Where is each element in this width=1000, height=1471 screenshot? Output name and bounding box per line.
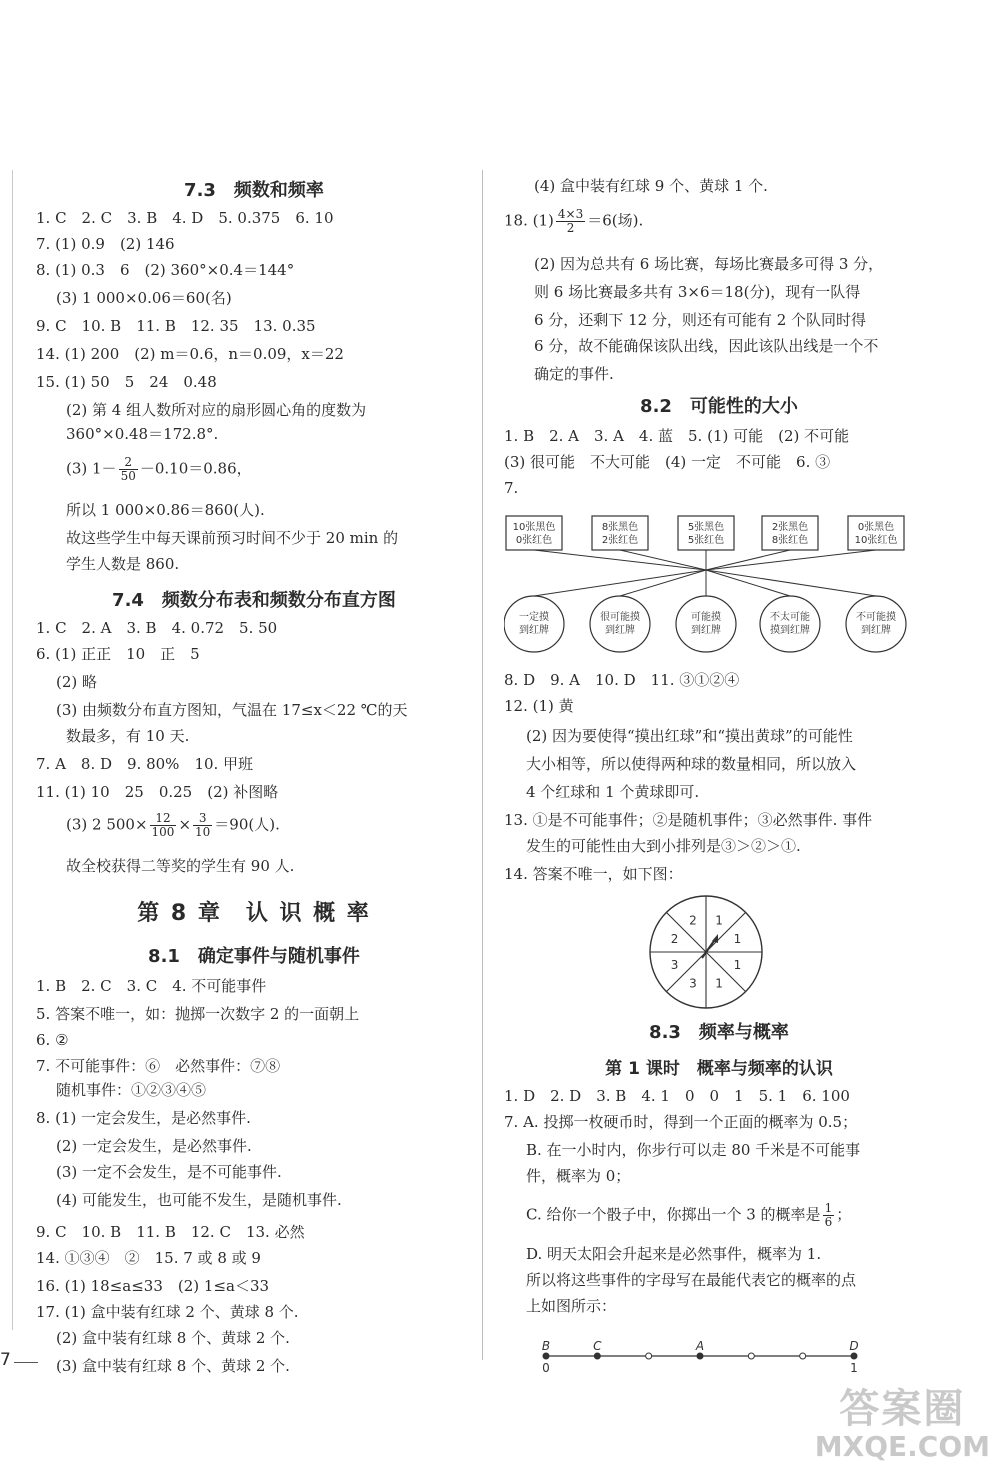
answer-line: (2) 因为总共有 6 场比赛，每场比赛最多可得 3 分， xyxy=(534,255,884,273)
answer-line: 15. (1) 50 5 24 0.48 xyxy=(36,373,217,391)
answer-line: 1. D 2. D 3. B 4. 1 0 0 1 5. 1 6. 100 xyxy=(504,1087,850,1105)
fraction-suffix: ＝6(场). xyxy=(587,211,644,230)
lesson-title: 第 1 课时 概率与频率的认识 xyxy=(605,1059,833,1079)
watermark-url: MXQE.COM xyxy=(814,1430,990,1463)
connector-line xyxy=(706,550,876,570)
page-number: 7 xyxy=(0,1350,11,1370)
answer-line: 数最多，有 10 天. xyxy=(66,727,190,745)
card-box-label: 0张黑色 xyxy=(857,522,895,533)
fraction xyxy=(556,208,585,235)
number-line-letter-label: A xyxy=(695,1339,705,1353)
number-line-tick xyxy=(748,1353,754,1359)
card-box-label: 8张黑色 xyxy=(601,522,639,533)
answer-line: 确定的事件. xyxy=(534,365,614,383)
outcome-circle-label: 很可能摸 xyxy=(600,612,640,623)
answer-line: 所以 1 000×0.86＝860(人). xyxy=(66,501,265,519)
answer-line: (3) 由频数分布直方图知，气温在 17≤x＜22 ℃的天 xyxy=(56,701,408,719)
fraction-denominator: 100 xyxy=(151,825,175,839)
fraction-prefix: (3) 1－ xyxy=(66,459,117,478)
answer-line-fraction xyxy=(504,208,643,235)
card-box-label: 5张红色 xyxy=(687,535,725,546)
answer-line: (3) 一定不会发生，是不可能事件. xyxy=(56,1163,282,1181)
watermark-logo-text: 答案圈 xyxy=(839,1386,966,1432)
number-line-letter-label: B xyxy=(541,1339,551,1353)
answer-line: 学生人数是 860. xyxy=(66,555,180,573)
answer-line: (3) 很可能 不大可能 (4) 一定 不可能 6. ③ xyxy=(504,453,831,471)
outcome-circle-label: 不可能摸 xyxy=(856,612,896,623)
card-box-label: 5张黑色 xyxy=(687,522,725,533)
card-box-label: 8张红色 xyxy=(771,535,809,546)
fraction xyxy=(150,812,177,839)
fraction-suffix: ＝90(人). xyxy=(214,815,280,834)
answer-line: 11. (1) 10 25 0.25 (2) 补图略 xyxy=(36,783,279,801)
watermark xyxy=(815,1377,990,1463)
answer-line: 7. xyxy=(504,479,519,497)
card-box-label: 2张黑色 xyxy=(771,522,809,533)
answer-line: 6 分，还剩下 12 分，则还有可能有 2 个队同时得 xyxy=(534,311,867,329)
answer-line: 6 分，故不能确保该队出线，因此该队出线是一个不 xyxy=(534,337,879,355)
answer-line: 故全校获得二等奖的学生有 90 人. xyxy=(66,857,295,875)
connector-line xyxy=(620,550,706,570)
fraction-denominator: 10 xyxy=(195,825,211,839)
answer-line: 14. ①③④ ② 15. 7 或 8 或 9 xyxy=(36,1249,261,1267)
outcome-circle-label: 到红牌 xyxy=(861,625,891,636)
fraction-numerator: 3 xyxy=(193,812,212,826)
number-line-tick xyxy=(646,1353,652,1359)
section-title-7-4: 7.4 频数分布表和频数分布直方图 xyxy=(112,590,396,611)
answer-line: 1. B 2. A 3. A 4. 蓝 5. (1) 可能 (2) 不可能 xyxy=(504,427,850,445)
answer-line: 14. (1) 200 (2) m＝0.6，n＝0.09，x＝22 xyxy=(36,345,344,363)
answer-line: 8. D 9. A 10. D 11. ③①②④ xyxy=(504,671,740,689)
answer-line: (3) 盒中装有红球 8 个、黄球 2 个. xyxy=(56,1357,290,1375)
answer-line: (3) 1 000×0.06＝60(名) xyxy=(56,289,232,307)
chapter-title: 第 8 章 认 识 概 率 xyxy=(137,901,371,926)
answer-line: 9. C 10. B 11. B 12. C 13. 必然 xyxy=(36,1223,305,1241)
section-title-8-2: 8.2 可能性的大小 xyxy=(640,396,798,417)
fraction-suffix: －0.10＝0.86， xyxy=(139,459,252,478)
answer-line: 上如图所示： xyxy=(526,1297,617,1315)
spinner-sector-label: 2 xyxy=(670,931,679,946)
outcome-circle xyxy=(846,596,906,652)
card-box-label: 2张红色 xyxy=(601,535,639,546)
number-line-letter-label: D xyxy=(849,1339,859,1353)
number-line-marked-point xyxy=(543,1353,549,1359)
probability-number-line xyxy=(534,1334,874,1382)
spinner-sector-label: 3 xyxy=(670,958,679,973)
answer-line: 17. (1) 盒中装有红球 2 个、黄球 8 个. xyxy=(36,1303,299,1321)
spinner-sector-label: 1 xyxy=(733,958,742,973)
answer-line: (2) 第 4 组人数所对应的扇形圆心角的度数为 xyxy=(66,401,367,419)
connector-line xyxy=(534,570,706,596)
answer-line: (2) 一定会发生，是必然事件. xyxy=(56,1137,252,1155)
connector-line xyxy=(620,570,706,596)
answer-line: 16. (1) 18≤a≤33 (2) 1≤a＜33 xyxy=(36,1277,270,1295)
fraction-numerator: 4×3 xyxy=(557,207,584,221)
answer-line: 360°×0.48＝172.8°. xyxy=(66,425,219,443)
answer-line: (2) 盒中装有红球 8 个、黄球 2 个. xyxy=(56,1329,290,1347)
column-divider xyxy=(482,170,483,1360)
outcome-circle-label: 可能摸 xyxy=(691,612,721,623)
answer-line: 7. (1) 0.9 (2) 146 xyxy=(36,235,175,253)
answer-line: B. 在一小时内，你步行可以走 80 千米是不可能事 xyxy=(526,1141,861,1159)
number-line-value-label: 0 xyxy=(542,1361,550,1375)
answer-line: 1. B 2. C 3. C 4. 不可能事件 xyxy=(36,977,267,995)
fraction-prefix: C. 给你一个骰子中，你掷出一个 3 的概率是 xyxy=(526,1205,821,1224)
spinner-sector-label: 1 xyxy=(715,913,723,928)
spinner-diagram xyxy=(644,890,768,1014)
outcome-circle xyxy=(760,596,820,652)
answer-line: 7. 不可能事件：⑥ 必然事件：⑦⑧ xyxy=(36,1057,281,1075)
matching-diagram xyxy=(504,510,924,658)
fraction-numerator: 12 xyxy=(150,812,177,826)
section-title-8-3: 8.3 频率与概率 xyxy=(649,1022,789,1043)
outcome-circle-label: 到红牌 xyxy=(691,625,721,636)
answer-line: (4) 盒中装有红球 9 个、黄球 1 个. xyxy=(534,177,768,195)
answer-line-fraction xyxy=(66,812,280,839)
answer-line: 则 6 场比赛最多共有 3×6＝18(分)，现有一队得 xyxy=(534,283,861,301)
answer-line: (2) 因为要使得“摸出红球”和“摸出黄球”的可能性 xyxy=(526,727,853,745)
spinner-sector-label: 2 xyxy=(689,913,697,928)
fraction-prefix: (3) 2 500× xyxy=(66,815,148,834)
fraction-prefix: 18. (1) xyxy=(504,211,554,230)
outcome-circle xyxy=(590,596,650,652)
answer-line: 8. (1) 一定会发生，是必然事件. xyxy=(36,1109,251,1127)
fraction xyxy=(119,456,138,483)
fraction-denominator: 6 xyxy=(824,1215,833,1229)
answer-line: 发生的可能性由大到小排列是③＞②＞①. xyxy=(526,837,801,855)
answer-line: 7. A 8. D 9. 80% 10. 甲班 xyxy=(36,755,254,773)
card-box-label: 10张红色 xyxy=(854,535,898,546)
outcome-circle-label: 到红牌 xyxy=(605,625,635,636)
answer-line: 8. (1) 0.3 6 (2) 360°×0.4＝144° xyxy=(36,261,295,279)
fraction xyxy=(193,812,212,839)
connector-line xyxy=(534,550,706,570)
outcome-circle xyxy=(676,596,736,652)
section-title-7-3: 7.3 频数和频率 xyxy=(184,180,324,201)
answer-line: 7. A. 投掷一枚硬币时，得到一个正面的概率为 0.5； xyxy=(504,1113,858,1131)
number-line-marked-point xyxy=(851,1353,857,1359)
answer-line: 13. ①是不可能事件；②是随机事件；③必然事件. 事件 xyxy=(504,811,873,829)
page-number-rule xyxy=(14,1362,38,1363)
fraction xyxy=(823,1202,835,1229)
answer-line: 9. C 10. B 11. B 12. 35 13. 0.35 xyxy=(36,317,316,335)
connector-line xyxy=(706,550,790,570)
answer-line: 1. C 2. C 3. B 4. D 5. 0.375 6. 10 xyxy=(36,209,334,227)
answer-line: 12. (1) 黄 xyxy=(504,697,574,715)
answer-line-fraction xyxy=(526,1202,851,1229)
card-box-label: 10张黑色 xyxy=(512,522,556,533)
section-title-8-1: 8.1 确定事件与随机事件 xyxy=(148,946,360,967)
outcome-circle-label: 一定摸 xyxy=(519,612,549,623)
outcome-circle-label: 不太可能 xyxy=(770,612,810,623)
connector-line xyxy=(706,570,876,596)
connector-line xyxy=(706,570,790,596)
answer-line: 随机事件：①②③④⑤ xyxy=(56,1081,207,1099)
number-line-tick xyxy=(800,1353,806,1359)
fraction-numerator: 1 xyxy=(824,1201,833,1215)
number-line-value-label: 1 xyxy=(850,1361,858,1375)
page-edge-rule xyxy=(12,170,13,1330)
spinner-sector-label: 1 xyxy=(733,931,742,946)
answer-line: 故这些学生中每天课前预习时间不少于 20 min 的 xyxy=(66,529,399,547)
answer-line: D. 明天太阳会升起来是必然事件，概率为 1. xyxy=(526,1245,822,1263)
fraction-denominator: 2 xyxy=(566,221,575,235)
answer-line: 所以将这些事件的字母写在最能代表它的概率的点 xyxy=(526,1271,857,1289)
spinner-sector-label: 1 xyxy=(715,976,723,991)
answer-line: 1. C 2. A 3. B 4. 0.72 5. 50 xyxy=(36,619,278,637)
answer-line: 件，概率为 0； xyxy=(526,1167,631,1185)
number-line-marked-point xyxy=(594,1353,600,1359)
spinner-sector-label: 3 xyxy=(689,976,697,991)
answer-line: 6. ② xyxy=(36,1031,69,1049)
answer-line: (2) 略 xyxy=(56,673,98,691)
number-line-marked-point xyxy=(697,1353,703,1359)
outcome-circle-label: 到红牌 xyxy=(519,625,549,636)
card-box-label: 0张红色 xyxy=(515,535,553,546)
number-line-letter-label: C xyxy=(593,1339,602,1353)
fraction-suffix: ； xyxy=(836,1205,852,1224)
answer-line: 6. (1) 正正 10 正 5 xyxy=(36,645,200,663)
times-sign: × xyxy=(178,815,192,834)
answer-line: 4 个红球和 1 个黄球即可. xyxy=(526,783,700,801)
answer-line: 14. 答案不唯一，如下图： xyxy=(504,865,683,883)
outcome-circle xyxy=(504,596,564,652)
answer-line: 大小相等，所以使得两种球的数量相同，所以放入 xyxy=(526,755,857,773)
fraction-denominator: 50 xyxy=(120,469,136,483)
answer-line: (4) 可能发生，也可能不发生，是随机事件. xyxy=(56,1191,342,1209)
fraction-numerator: 2 xyxy=(119,456,138,470)
outcome-circle-label: 摸到红牌 xyxy=(770,625,810,636)
answer-line-fraction xyxy=(66,456,252,483)
answer-line: 5. 答案不唯一，如：抛掷一次数字 2 的一面朝上 xyxy=(36,1005,360,1023)
